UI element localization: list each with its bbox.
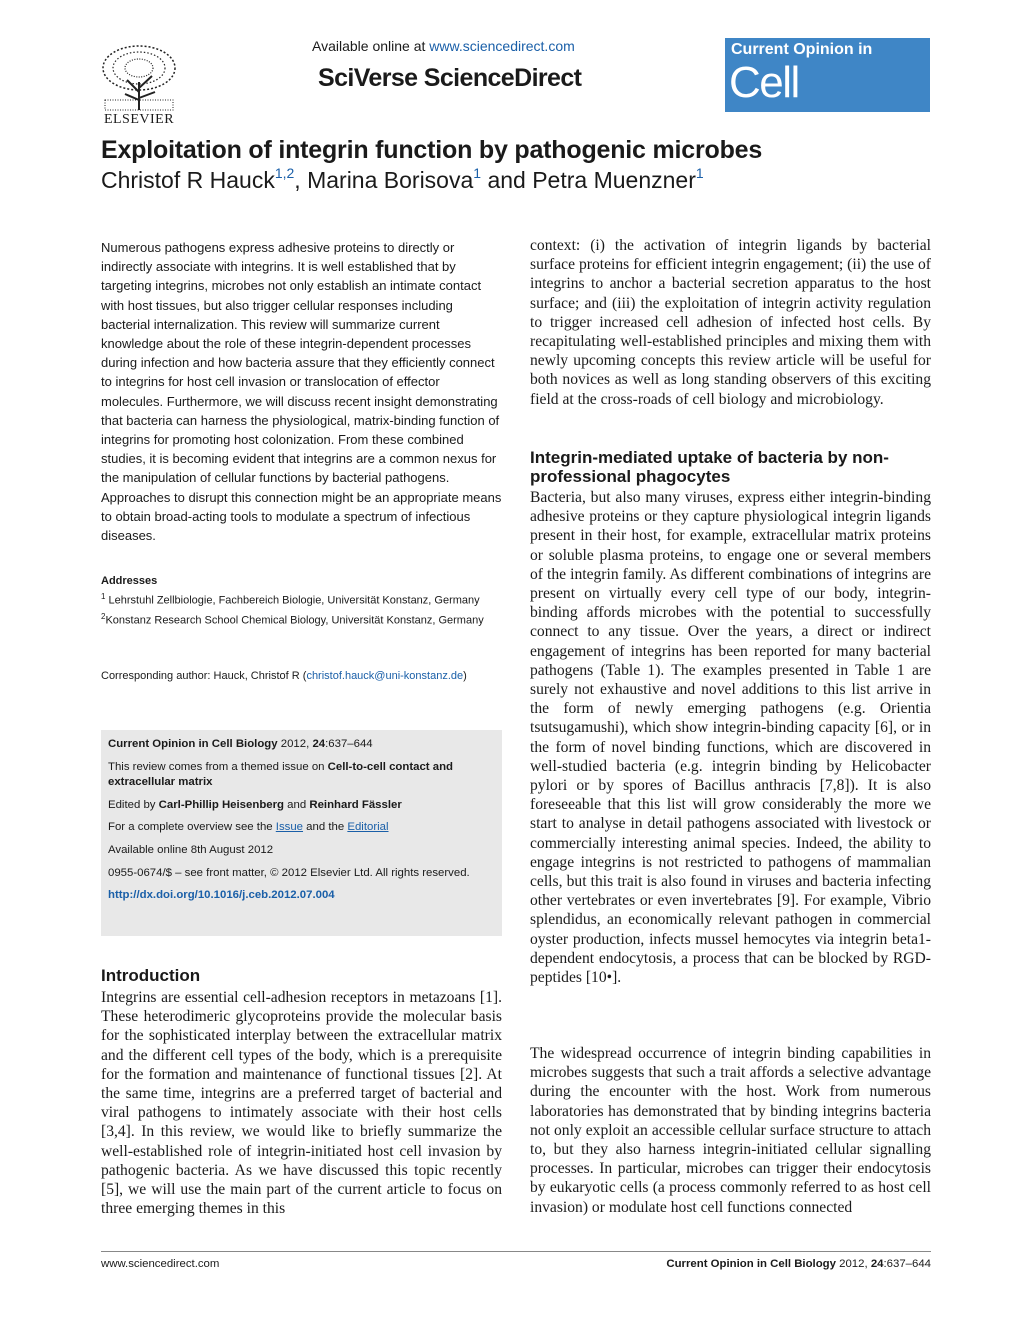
- corresponding-email-link[interactable]: christof.hauck@uni-konstanz.de: [306, 670, 464, 682]
- themed-issue: [108, 760, 496, 791]
- journal-logo-box: [725, 38, 930, 157]
- overview-and: and the: [303, 821, 348, 834]
- author-list: [101, 167, 704, 194]
- introduction-section: [101, 966, 502, 985]
- footer-pages: :637–644: [883, 1258, 931, 1270]
- footer-citation: [666, 1258, 931, 1270]
- citation-volume: 24: [312, 738, 326, 750]
- addresses-heading: Addresses: [101, 575, 158, 587]
- right-paragraph-2: [530, 488, 931, 987]
- edited-and: and: [284, 798, 310, 811]
- address-item: [101, 589, 502, 609]
- citation-journal: Current Opinion in Cell Biology: [108, 738, 278, 750]
- occurrence-paragraph: The widespread occurrence of integrin binding capabilities in microbes suggests that such a trait affords a selective advantage during the encounter with the host. Work from numerous laboratories has demonstrated that by binding integrins bacteria not only exploit an accessible cellular surface structure to attach to, but they also harness integrin-initiated cellular signalling processes. In particular, microbes can trigger their endocytosis by eukaryotic cells (a process commonly referred to as host cell invasion) or modulate host cell functions connected: [530, 1045, 931, 1216]
- elsevier-wordmark: ELSEVIER: [103, 112, 175, 127]
- context-paragraph: context: (i) the activation of integrin ligands by bacterial surface proteins for efficient integrin engagement; (ii) the use of integrins to anchor a bacterial secretion apparatus to the host surface; and (iii) the exploitation of integrin activity regulation to trigger increased cell adhesion of infected host cells. By recapitulating well-established principles and mixing them with newly upcoming concepts this review article will be useful for both novices as well as long standing observers of this exciting field at the cross-roads of cell biology and microbiology.: [530, 237, 931, 408]
- author-affiliation[interactable]: 1: [473, 165, 482, 181]
- sciencedirect-link[interactable]: www.sciencedirect.com: [429, 38, 575, 54]
- uptake-paragraph: Bacteria, but also many viruses, express either integrin-binding adhesive proteins or they capture physiological integrin ligands present in their host, for example, extracellular matrix proteins or soluble plasma proteins, to engage one or several members of the integrin family. As different combinations of integrins are present on virtually every cell type of our body, integrin-binding affords microbes with the potential to successfully connect to any tissue. Over the years, a direct or indirect engagement of integrins has been reported for many bacterial pathogens (Table 1). The examples presented in Table 1 are surely not exhaustive and novel additions to this list arrive in the form of newly emerging pathogens (e.g. Orientia tsutsugamushi), which show integrin-binding capacity [6], or in the form of novel binding functions, which are discovered in well-studied bacteria (e.g. integrin binding by Helicobacter pylori or by spores of Bacillus anthracis [7,8]). It is also foreseeable that this list will grow considerably the more we start to analyse in detail pathogens associated with livestock or commercially interesting animal species. Indeed, the ability to engage integrins is not restricted to pathogens of mammalian cells, but this trait is also found in viruses and bacteria infecting other vertebrates or even invertebrates [9]. For example, Vibrio splendidus, an economically relevant pathogen in commercial oyster production, infects mussel hemocytes via integrin beta1-dependent endocytosis, a process that can be blocked by RGD-peptides [10•].: [530, 489, 931, 987]
- editors: [108, 798, 496, 814]
- right-paragraph-3: [530, 1044, 931, 1217]
- address-text: Konstanz Research School Chemical Biology, Universität Konstanz, Germany: [105, 614, 484, 627]
- issue-link[interactable]: Issue: [275, 821, 304, 834]
- author-separator: and: [481, 167, 533, 193]
- corresponding-author: [101, 668, 502, 684]
- corresponding-suffix: ): [463, 670, 467, 682]
- journal-logo-line1: Current Opinion in: [731, 41, 873, 58]
- footer-url: www.sciencedirect.com: [101, 1258, 220, 1270]
- address-number: 2: [101, 611, 106, 621]
- edited-prefix: Edited by: [108, 798, 159, 811]
- platform-name: SciVerse ScienceDirect: [318, 64, 582, 92]
- doi-line: [108, 888, 496, 904]
- citation-year: 2012,: [277, 738, 313, 750]
- right-paragraph-1: [530, 236, 931, 409]
- journal-logo-line2: Cell Biology: [729, 58, 863, 157]
- author-name: Marina Borisova: [307, 167, 474, 193]
- footer-year: 2012,: [835, 1258, 871, 1270]
- uptake-heading: Integrin-mediated uptake of bacteria by non-professional phagocytes: [530, 448, 889, 486]
- citation-pages: :637–644: [325, 738, 373, 750]
- themed-prefix: This review comes from a themed issue on: [108, 760, 328, 773]
- copyright: 0955-0674/$ – see front matter, © 2012 Elsevier Ltd. All rights reserved.: [108, 866, 470, 879]
- addresses: [101, 573, 502, 628]
- uptake-section: [530, 448, 931, 486]
- footer-volume: 24: [870, 1258, 884, 1270]
- introduction-paragraph: Integrins are essential cell-adhesion receptors in metazoans [1]. These heterodimeric glycoproteins provide the molecular basis for the sophisticated interplay between the extracellular matrix and the different cell types of the body, which is a prerequisite for the formation and maintenance of functional tissues [2]. At the same time, integrins are a preferred target of bacterial and viral pathogens to intimately associate with their host cells [3,4]. In this review, we would like to briefly summarize the well-established role of integrin-initiated host cell invasion by pathogenic bacteria. As we have discussed this topic recently [5], we will use the main part of the current article to focus on three emerging themes in this: [101, 989, 502, 1218]
- introduction-body: [101, 988, 502, 1218]
- footer-rule: [101, 1251, 931, 1252]
- available-online-line: [312, 38, 575, 54]
- author-separator: ,: [294, 167, 308, 193]
- available-prefix: Available online at: [312, 38, 426, 54]
- author-affiliation[interactable]: 1,2: [274, 165, 295, 181]
- address-item: [101, 609, 502, 629]
- editor-name: Carl-Phillip Heisenberg: [158, 798, 284, 811]
- themed-topic: Cell-to-cell contact and extracellular matrix: [108, 760, 453, 789]
- corresponding-prefix: Corresponding author: Hauck, Christof R (: [101, 670, 307, 682]
- author-name: Petra Muenzner: [532, 167, 696, 193]
- footer-journal: Current Opinion in Cell Biology: [666, 1258, 836, 1270]
- author-name: Christof R Hauck: [101, 167, 275, 193]
- available-date: Available online 8th August 2012: [108, 843, 274, 856]
- doi-link[interactable]: http://dx.doi.org/10.1016/j.ceb.2012.07.004: [108, 889, 335, 902]
- overview-prefix: For a complete overview see the: [108, 821, 276, 834]
- overview-line: [108, 820, 496, 836]
- address-number: 1: [101, 592, 106, 601]
- author-affiliation[interactable]: 1: [695, 165, 704, 181]
- introduction-heading: Introduction: [101, 966, 201, 985]
- article-title: Exploitation of integrin function by pathogenic microbes: [101, 136, 763, 164]
- address-text: Lehrstuhl Zellbiologie, Fachbereich Biologie, Universität Konstanz, Germany: [108, 594, 480, 607]
- article-info-box: [101, 730, 502, 936]
- citation: [108, 737, 496, 753]
- editorial-link[interactable]: Editorial: [347, 821, 389, 834]
- abstract: Numerous pathogens express adhesive proteins to directly or indirectly associate with integrins. It is well established that by targeting integrins, microbes not only establish an intimate contact with host tissues, but also trigger cellular responses including bacterial internalization. This review will summarize current knowledge about the role of these integrin-dependent processes during infection and how bacteria assure that they efficiently connect to integrins for host cell invasion or translocation of effector molecules. Furthermore, we will discuss recent insight demonstrating that bacteria can harness the physiological, matrix-binding function of integrins for promoting host colonization. From these combined studies, it is becoming evident that integrins are a common nexus for the manipulation of cellular functions by bacterial pathogens. Approaches to disrupt this connection might be an appropriate means to obtain broad-acting tools to modulate a spectrum of infectious diseases.: [101, 240, 502, 544]
- editor-name: Reinhard Fässler: [309, 798, 402, 811]
